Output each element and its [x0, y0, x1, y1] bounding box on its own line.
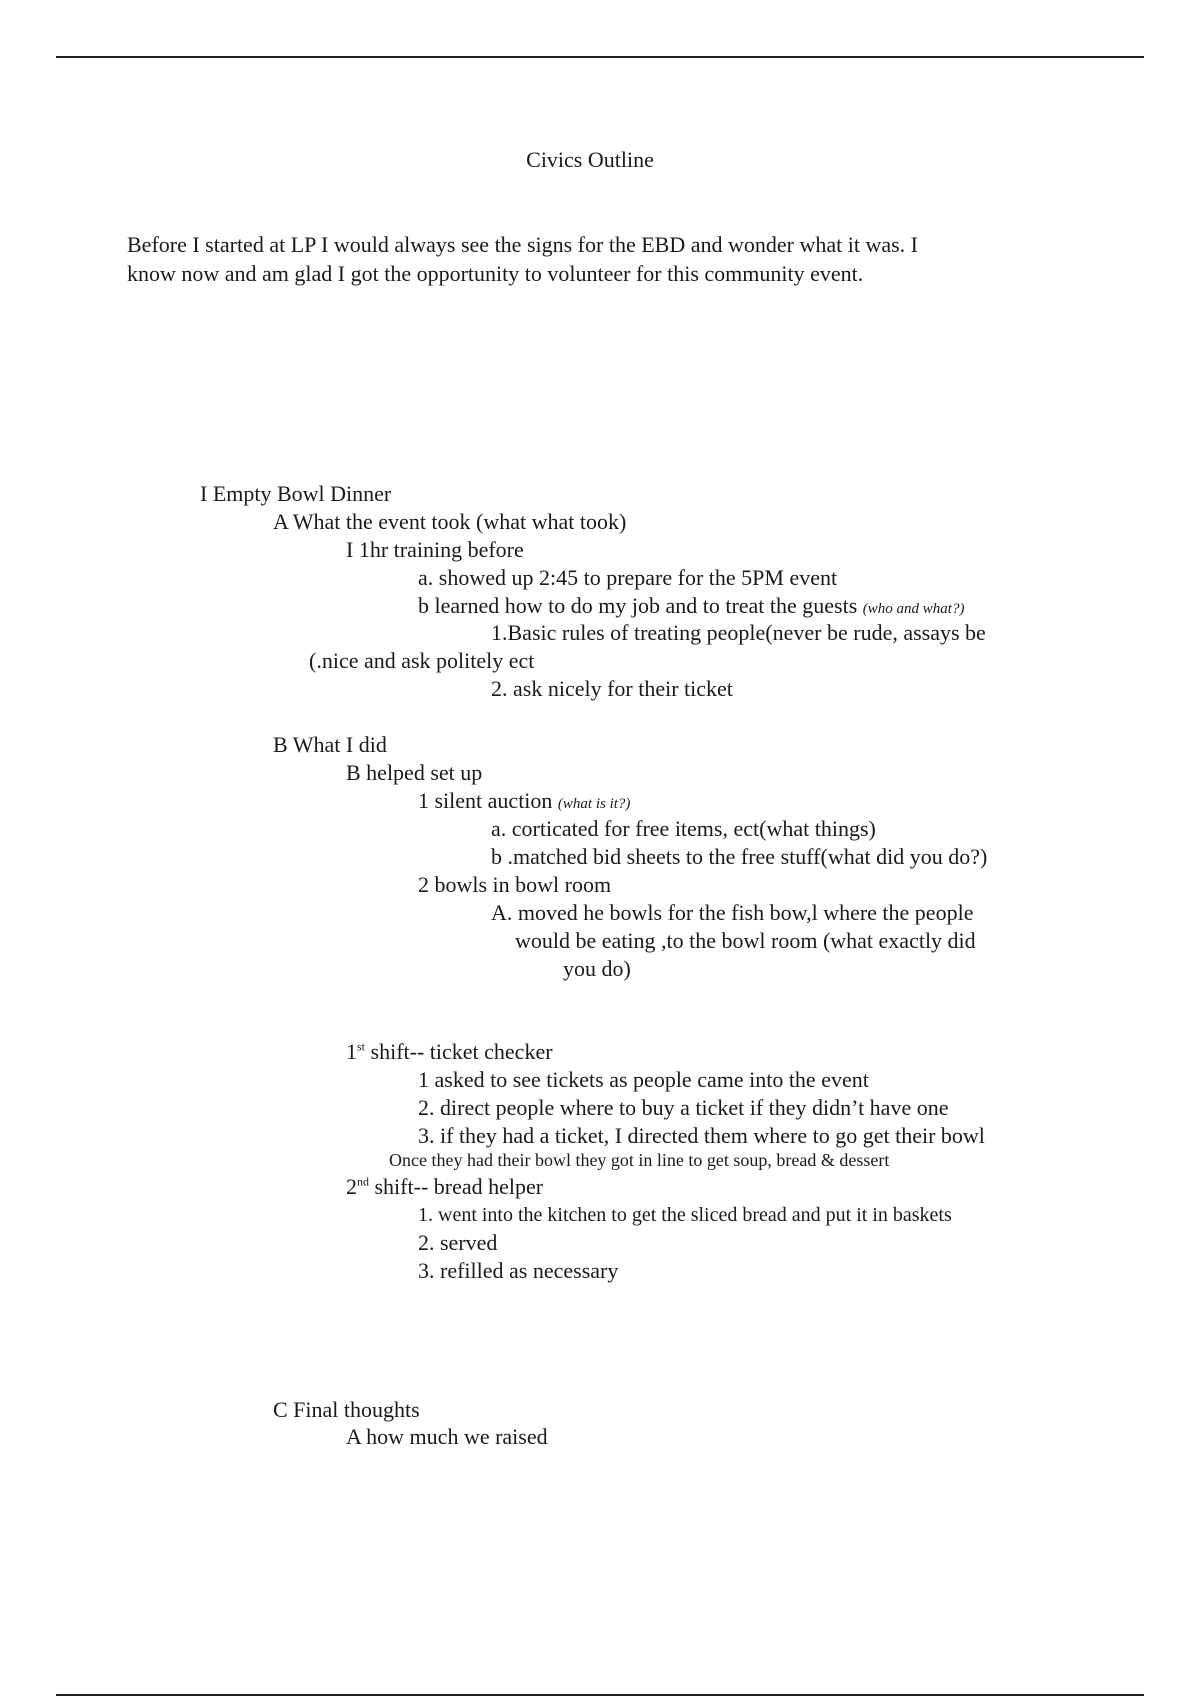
outline-c-item-a: A how much we raised [346, 1424, 548, 1449]
outline-b-item1-a: a. corticated for free items, ect(what things) [491, 816, 876, 841]
outline-a-b2: 2. ask nicely for their ticket [491, 676, 733, 701]
outline-b-item1-text: 1 silent auction [418, 788, 553, 813]
outline-b-heading: B What I did [273, 732, 387, 757]
outline-section-i: I Empty Bowl Dinner [200, 481, 392, 506]
outline-c-heading: C Final thoughts [273, 1397, 420, 1422]
intro-line-2: know now and am glad I got the opportunity to volunteer for this community event. [127, 261, 864, 286]
intro-paragraph [127, 230, 1077, 288]
document-title: Civics Outline [526, 147, 654, 172]
outline-shift1-label: shift-- ticket checker [365, 1039, 553, 1064]
outline-shift1-item3: 3. if they had a ticket, I directed them where to go get their bowl [418, 1123, 985, 1148]
outline-b-item2-a-line2: would be eating ,to the bowl room (what exactly did [515, 928, 976, 953]
outline-shift2-label: shift-- bread helper [369, 1174, 544, 1199]
outline-shift1-item2: 2. direct people where to buy a ticket if they didn’t have one [418, 1095, 949, 1120]
outline-a-item-a: a. showed up 2:45 to prepare for the 5PM event [418, 565, 838, 590]
outline-a-b1-line1: 1.Basic rules of treating people(never be rude, assays be [491, 620, 986, 645]
outline-b-item2-a-line3: you do) [563, 956, 631, 981]
outline-a-item1: I 1hr training before [346, 537, 524, 562]
outline-shift2-heading [346, 1173, 543, 1201]
outline-b-item1 [418, 787, 630, 818]
outline-shift1-heading [346, 1038, 553, 1066]
outline-shift1-note: Once they had their bowl they got in line to get soup, bread & dessert [389, 1150, 890, 1170]
outline-shift2-num: 2 [346, 1174, 357, 1199]
outline-shift1-item1: 1 asked to see tickets as people came into the event [418, 1067, 869, 1092]
outline-shift2-item2: 2. served [418, 1230, 498, 1255]
outline-b-item2-a-line1: A. moved he bowls for the fish bow,l where the people [491, 900, 974, 925]
intro-line-1: Before I started at LP I would always see the signs for the EBD and wonder what it was. I [127, 232, 918, 257]
outline-b-item2: 2 bowls in bowl room [418, 872, 612, 897]
outline-b-item1-b: b .matched bid sheets to the free stuff(what did you do?) [491, 844, 988, 869]
outline-a-item-b-text: b learned how to do my job and to treat the guests [418, 593, 858, 618]
outline-shift2-item1: 1. went into the kitchen to get the sliced bread and put it in baskets [418, 1204, 952, 1226]
top-rule [56, 56, 1144, 58]
outline-shift2-sup: nd [357, 1174, 369, 1189]
outline-shift2-item3: 3. refilled as necessary [418, 1258, 619, 1283]
outline-a-item-b-note: (who and what?) [862, 601, 965, 617]
bottom-rule [56, 1694, 1144, 1696]
outline-b-sub: B helped set up [346, 760, 483, 785]
outline-b-item1-note: (what is it?) [557, 796, 631, 812]
outline-shift1-num: 1 [346, 1039, 357, 1064]
outline-a-b1-line2: (.nice and ask politely ect [309, 648, 535, 673]
outline-shift1-sup: st [357, 1039, 366, 1054]
outline-a-heading: A What the event took (what what took) [273, 509, 627, 534]
